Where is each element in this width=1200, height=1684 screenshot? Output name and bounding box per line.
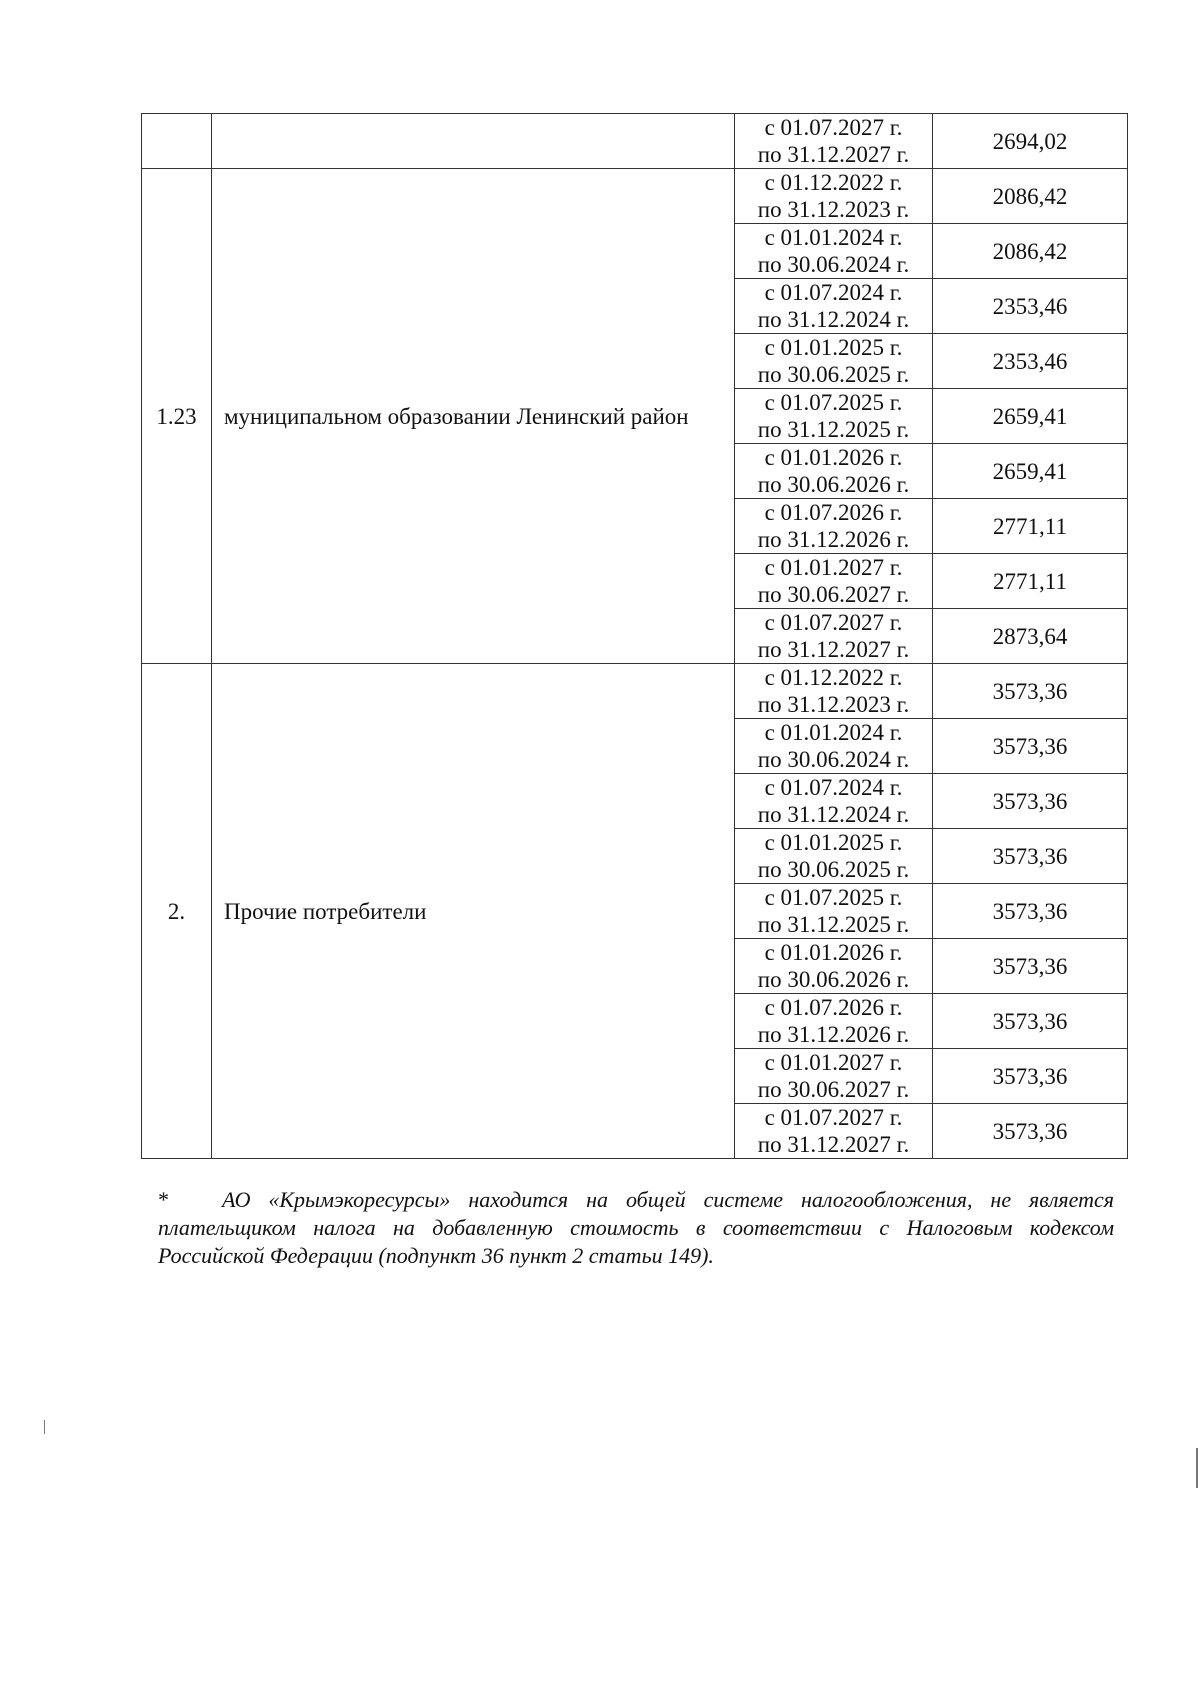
tariff-value: 2659,41 xyxy=(933,389,1128,444)
tariff-value: 2086,42 xyxy=(933,224,1128,279)
period-from: с 01.01.2025 г. xyxy=(764,335,903,360)
tariff-value: 2353,46 xyxy=(933,279,1128,334)
tariff-value: 2086,42 xyxy=(933,169,1128,224)
table-row xyxy=(142,169,1128,224)
tariff-value: 2873,64 xyxy=(933,609,1128,664)
tariff-value: 2353,46 xyxy=(933,334,1128,389)
period-to: по 30.06.2027 г. xyxy=(757,582,910,607)
tariff-table-body xyxy=(142,114,1128,1159)
period-cell xyxy=(735,1049,933,1104)
period-cell xyxy=(735,609,933,664)
period-to: по 31.12.2027 г. xyxy=(757,637,910,662)
period-cell xyxy=(735,114,933,169)
period-from: с 01.01.2027 г. xyxy=(764,555,903,580)
period-from: с 01.07.2026 г. xyxy=(764,500,903,525)
period-from: с 01.07.2024 г. xyxy=(764,775,903,800)
period-to: по 31.12.2024 г. xyxy=(757,307,910,332)
period-cell xyxy=(735,279,933,334)
period-cell xyxy=(735,829,933,884)
tariff-value: 3573,36 xyxy=(933,719,1128,774)
period-from: с 01.07.2024 г. xyxy=(764,280,903,305)
period-from: с 01.07.2025 г. xyxy=(764,885,903,910)
period-cell xyxy=(735,1104,933,1159)
row-number: 2. xyxy=(142,664,212,1159)
period-to: по 31.12.2027 г. xyxy=(757,1132,910,1157)
footnote xyxy=(158,1186,1114,1270)
period-from: с 01.01.2026 г. xyxy=(764,445,903,470)
period-to: по 30.06.2026 г. xyxy=(757,967,910,992)
period-to: по 31.12.2027 г. xyxy=(757,142,910,167)
period-to: по 31.12.2024 г. xyxy=(757,802,910,827)
period-from: с 01.01.2026 г. xyxy=(764,940,903,965)
period-from: с 01.07.2027 г. xyxy=(764,610,903,635)
period-cell xyxy=(735,224,933,279)
row-number: 1.23 xyxy=(142,169,212,664)
period-to: по 30.06.2027 г. xyxy=(757,1077,910,1102)
tariff-value: 3573,36 xyxy=(933,774,1128,829)
row-number xyxy=(142,114,212,169)
tariff-value: 3573,36 xyxy=(933,1049,1128,1104)
period-from: с 01.01.2027 г. xyxy=(764,1050,903,1075)
tariff-value: 2771,11 xyxy=(933,554,1128,609)
period-to: по 31.12.2026 г. xyxy=(757,1022,910,1047)
period-from: с 01.07.2027 г. xyxy=(764,115,903,140)
period-to: по 30.06.2024 г. xyxy=(757,252,910,277)
period-cell xyxy=(735,554,933,609)
period-from: с 01.12.2022 г. xyxy=(764,170,903,195)
period-cell xyxy=(735,169,933,224)
tariff-value: 3573,36 xyxy=(933,939,1128,994)
period-to: по 30.06.2025 г. xyxy=(757,857,910,882)
period-from: с 01.07.2027 г. xyxy=(764,1105,903,1130)
period-from: с 01.12.2022 г. xyxy=(764,665,903,690)
period-to: по 31.12.2023 г. xyxy=(757,197,910,222)
consumer-name xyxy=(212,114,735,169)
period-to: по 30.06.2026 г. xyxy=(757,472,910,497)
scan-artifact xyxy=(44,1420,45,1434)
period-cell xyxy=(735,774,933,829)
period-from: с 01.01.2024 г. xyxy=(764,225,903,250)
tariff-value: 3573,36 xyxy=(933,994,1128,1049)
period-to: по 30.06.2025 г. xyxy=(757,362,910,387)
footnote-marker: * xyxy=(158,1187,169,1212)
tariff-table xyxy=(141,113,1128,1159)
period-cell xyxy=(735,994,933,1049)
period-from: с 01.07.2026 г. xyxy=(764,995,903,1020)
consumer-name: Прочие потребители xyxy=(212,664,735,1159)
tariff-value: 3573,36 xyxy=(933,829,1128,884)
tariff-value: 3573,36 xyxy=(933,1104,1128,1159)
period-cell xyxy=(735,884,933,939)
tariff-value: 3573,36 xyxy=(933,884,1128,939)
consumer-name: муниципальном образовании Ленинский район xyxy=(212,169,735,664)
period-cell xyxy=(735,334,933,389)
period-to: по 31.12.2025 г. xyxy=(757,417,910,442)
tariff-value: 2659,41 xyxy=(933,444,1128,499)
table-row xyxy=(142,114,1128,169)
period-cell xyxy=(735,664,933,719)
period-cell xyxy=(735,389,933,444)
table-row xyxy=(142,664,1128,719)
footnote-text: АО «Крымэкоресурсы» находится на общей системе налогообложения, не является плательщиком налога на добавленную стоимость в соответствии с Налоговым кодексом Российской Федерации (подпункт 36 пункт 2 статьи 149). xyxy=(158,1187,1114,1268)
period-from: с 01.07.2025 г. xyxy=(764,390,903,415)
tariff-value: 2694,02 xyxy=(933,114,1128,169)
period-from: с 01.01.2025 г. xyxy=(764,830,903,855)
tariff-value: 2771,11 xyxy=(933,499,1128,554)
period-from: с 01.01.2024 г. xyxy=(764,720,903,745)
period-to: по 31.12.2023 г. xyxy=(757,692,910,717)
tariff-value: 3573,36 xyxy=(933,664,1128,719)
period-cell xyxy=(735,444,933,499)
period-cell xyxy=(735,719,933,774)
period-cell xyxy=(735,499,933,554)
scan-artifact xyxy=(1196,1448,1198,1488)
period-to: по 31.12.2026 г. xyxy=(757,527,910,552)
period-to: по 30.06.2024 г. xyxy=(757,747,910,772)
period-cell xyxy=(735,939,933,994)
period-to: по 31.12.2025 г. xyxy=(757,912,910,937)
